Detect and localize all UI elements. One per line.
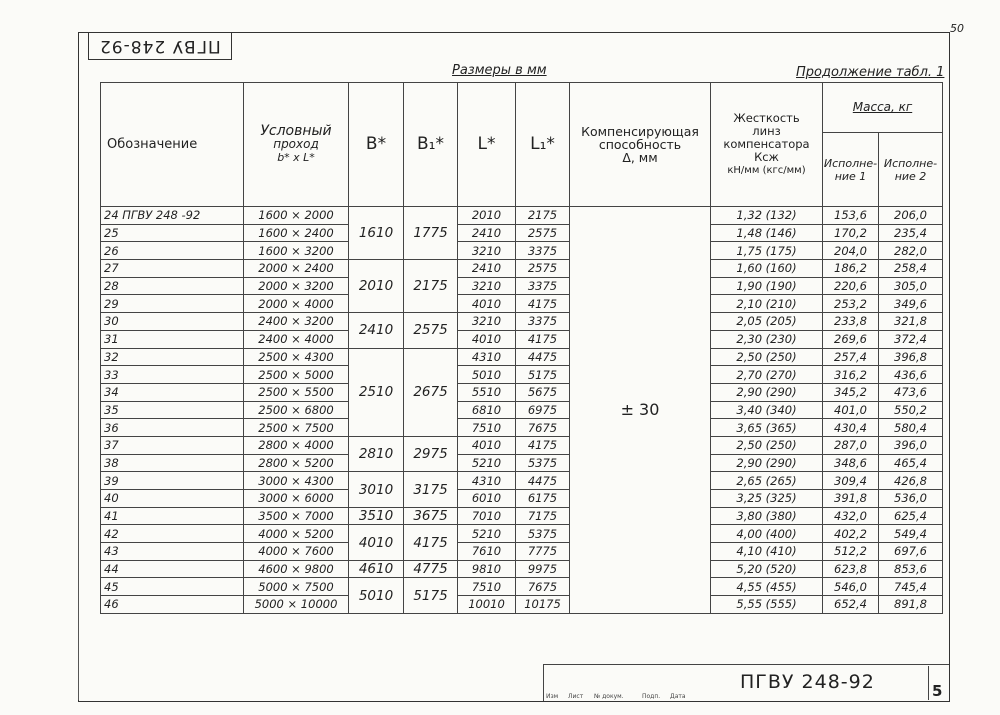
l1-cell: 7675	[516, 578, 570, 596]
l-cell: 6010	[458, 490, 516, 508]
sheet-number: 5	[932, 682, 943, 700]
passage-cell: 2500 × 5000	[244, 366, 349, 384]
b-cell: 2510	[349, 348, 404, 436]
title-col-izm: Изм	[546, 693, 559, 700]
table-row	[101, 277, 943, 295]
stiffness-cell: 4,55 (455)	[711, 578, 823, 596]
table-row	[101, 472, 943, 490]
b1-cell: 3175	[404, 472, 458, 507]
mass-v2-cell: 305,0	[879, 277, 943, 295]
mass-v1-cell: 153,6	[823, 207, 879, 225]
l1-cell: 4475	[516, 348, 570, 366]
title-block-columns	[544, 665, 699, 701]
b-cell: 1610	[349, 207, 404, 260]
col-stiffness: Жесткость линз компенсатора Ксж кН/мм (кгс/мм)	[711, 83, 823, 207]
designation-cell: 32	[101, 348, 244, 366]
mass-v2-cell: 580,4	[879, 419, 943, 437]
mass-v1-cell: 220,6	[823, 277, 879, 295]
passage-cell: 2400 × 4000	[244, 330, 349, 348]
mass-v1-cell: 170,2	[823, 224, 879, 242]
mass-v2-cell: 206,0	[879, 207, 943, 225]
mass-v2-cell: 697,6	[879, 543, 943, 561]
mass-v1-cell: 401,0	[823, 401, 879, 419]
designation-cell: 36	[101, 419, 244, 437]
col-designation: Обозначение	[101, 83, 244, 207]
l1-cell: 7775	[516, 543, 570, 561]
mass-v2-cell: 426,8	[879, 472, 943, 490]
b1-cell: 5175	[404, 578, 458, 613]
mass-v1-cell: 204,0	[823, 242, 879, 260]
passage-cell: 2500 × 6800	[244, 401, 349, 419]
l-cell: 4010	[458, 330, 516, 348]
passage-cell: 3500 × 7000	[244, 507, 349, 525]
mass-v2-cell: 321,8	[879, 313, 943, 331]
l1-cell: 4475	[516, 472, 570, 490]
passage-cell: 2800 × 5200	[244, 454, 349, 472]
table-row	[101, 507, 943, 525]
l-cell: 10010	[458, 596, 516, 614]
mass-v2-cell: 891,8	[879, 596, 943, 614]
table-row	[101, 260, 943, 278]
l-cell: 4310	[458, 348, 516, 366]
data-table	[100, 82, 943, 614]
passage-cell: 2400 × 3200	[244, 313, 349, 331]
l-cell: 4310	[458, 472, 516, 490]
mass-v2-cell: 473,6	[879, 383, 943, 401]
l-cell: 9810	[458, 560, 516, 578]
mass-v1-cell: 186,2	[823, 260, 879, 278]
l-cell: 5210	[458, 525, 516, 543]
mass-v2-cell: 235,4	[879, 224, 943, 242]
l1-cell: 4175	[516, 330, 570, 348]
passage-cell: 1600 × 2000	[244, 207, 349, 225]
stiffness-cell: 3,65 (365)	[711, 419, 823, 437]
l-cell: 7610	[458, 543, 516, 561]
l1-cell: 2175	[516, 207, 570, 225]
passage-cell: 4000 × 7600	[244, 543, 349, 561]
table-row	[101, 330, 943, 348]
col-compensation: Компенсирующая способность Δ, мм	[570, 83, 711, 207]
designation-cell: 28	[101, 277, 244, 295]
mass-v1-cell: 546,0	[823, 578, 879, 596]
mass-v2-cell: 436,6	[879, 366, 943, 384]
l-cell: 3210	[458, 313, 516, 331]
stiffness-cell: 1,60 (160)	[711, 260, 823, 278]
stiffness-cell: 1,32 (132)	[711, 207, 823, 225]
l1-cell: 7675	[516, 419, 570, 437]
col-b: B*	[349, 83, 404, 207]
l1-cell: 2575	[516, 224, 570, 242]
l1-cell: 2575	[516, 260, 570, 278]
title-block	[543, 664, 949, 701]
mass-v2-cell: 549,4	[879, 525, 943, 543]
l1-cell: 5375	[516, 525, 570, 543]
mass-v1-cell: 432,0	[823, 507, 879, 525]
stiffness-cell: 5,55 (555)	[711, 596, 823, 614]
l1-cell: 9975	[516, 560, 570, 578]
b1-cell: 1775	[404, 207, 458, 260]
designation-cell: 29	[101, 295, 244, 313]
l1-cell: 3375	[516, 313, 570, 331]
stiffness-cell: 2,90 (290)	[711, 383, 823, 401]
mass-v1-cell: 430,4	[823, 419, 879, 437]
table-row	[101, 525, 943, 543]
table-row	[101, 560, 943, 578]
mass-v1-cell: 348,6	[823, 454, 879, 472]
mass-v2-cell: 550,2	[879, 401, 943, 419]
l-cell: 2010	[458, 207, 516, 225]
passage-cell: 3000 × 6000	[244, 490, 349, 508]
table-row	[101, 224, 943, 242]
stiffness-cell: 1,48 (146)	[711, 224, 823, 242]
l-cell: 4010	[458, 295, 516, 313]
passage-cell: 5000 × 10000	[244, 596, 349, 614]
col-mass-v1: Исполне- ние 1	[823, 133, 879, 207]
b1-cell: 2175	[404, 260, 458, 313]
l-cell: 5510	[458, 383, 516, 401]
l-cell: 3210	[458, 242, 516, 260]
title-col-sign: Подп.	[642, 693, 661, 700]
l1-cell: 3375	[516, 277, 570, 295]
b1-cell: 2575	[404, 313, 458, 348]
b-cell: 4010	[349, 525, 404, 560]
b-cell: 2010	[349, 260, 404, 313]
l-cell: 6810	[458, 401, 516, 419]
table-row	[101, 543, 943, 561]
b1-cell: 4175	[404, 525, 458, 560]
page-number: 50	[950, 22, 964, 35]
l-cell: 4010	[458, 436, 516, 454]
col-mass-v2: Исполне- ние 2	[879, 133, 943, 207]
passage-cell: 4000 × 5200	[244, 525, 349, 543]
l1-cell: 3375	[516, 242, 570, 260]
stiffness-cell: 3,25 (325)	[711, 490, 823, 508]
b1-cell: 4775	[404, 560, 458, 578]
table-row	[101, 348, 943, 366]
stiffness-cell: 2,90 (290)	[711, 454, 823, 472]
top-code-text: ПГВУ 248-92	[99, 36, 221, 56]
mass-v1-cell: 253,2	[823, 295, 879, 313]
b-cell: 2410	[349, 313, 404, 348]
l-cell: 2410	[458, 224, 516, 242]
designation-cell: 30	[101, 313, 244, 331]
col-l1: L₁*	[516, 83, 570, 207]
col-mass: Масса, кг	[823, 83, 943, 133]
l1-cell: 5375	[516, 454, 570, 472]
side-strip	[52, 360, 79, 700]
top-code-stamp	[88, 32, 232, 60]
stiffness-cell: 3,40 (340)	[711, 401, 823, 419]
stiffness-cell: 2,65 (265)	[711, 472, 823, 490]
designation-cell: 24 ПГВУ 248 -92	[101, 207, 244, 225]
b-cell: 4610	[349, 560, 404, 578]
mass-v1-cell: 257,4	[823, 348, 879, 366]
mass-v1-cell: 287,0	[823, 436, 879, 454]
designation-cell: 45	[101, 578, 244, 596]
mass-v2-cell: 396,0	[879, 436, 943, 454]
stiffness-cell: 2,70 (270)	[711, 366, 823, 384]
l1-cell: 7175	[516, 507, 570, 525]
l-cell: 5010	[458, 366, 516, 384]
table-row	[101, 490, 943, 508]
designation-cell: 26	[101, 242, 244, 260]
stiffness-cell: 4,00 (400)	[711, 525, 823, 543]
designation-cell: 43	[101, 543, 244, 561]
mass-v1-cell: 309,4	[823, 472, 879, 490]
stiffness-cell: 1,90 (190)	[711, 277, 823, 295]
mass-v2-cell: 465,4	[879, 454, 943, 472]
designation-cell: 34	[101, 383, 244, 401]
mass-v1-cell: 652,4	[823, 596, 879, 614]
table-row	[101, 596, 943, 614]
passage-cell: 2800 × 4000	[244, 436, 349, 454]
table-row	[101, 383, 943, 401]
l-cell: 7010	[458, 507, 516, 525]
designation-cell: 27	[101, 260, 244, 278]
table-row	[101, 242, 943, 260]
table-row	[101, 419, 943, 437]
table-row	[101, 207, 943, 225]
stiffness-cell: 2,05 (205)	[711, 313, 823, 331]
l-cell: 3210	[458, 277, 516, 295]
l1-cell: 6975	[516, 401, 570, 419]
stiffness-cell: 3,80 (380)	[711, 507, 823, 525]
designation-cell: 38	[101, 454, 244, 472]
passage-cell: 1600 × 2400	[244, 224, 349, 242]
mass-v2-cell: 349,6	[879, 295, 943, 313]
table-row	[101, 578, 943, 596]
passage-cell: 2500 × 5500	[244, 383, 349, 401]
col-passage: Условный проход b* x L*	[244, 83, 349, 207]
designation-cell: 33	[101, 366, 244, 384]
mass-v2-cell: 853,6	[879, 560, 943, 578]
mass-v2-cell: 282,0	[879, 242, 943, 260]
b-cell: 3010	[349, 472, 404, 507]
stiffness-cell: 2,50 (250)	[711, 436, 823, 454]
col-l: L*	[458, 83, 516, 207]
designation-cell: 35	[101, 401, 244, 419]
mass-v1-cell: 512,2	[823, 543, 879, 561]
title-col-doc: № докум.	[594, 693, 624, 700]
mass-v1-cell: 233,8	[823, 313, 879, 331]
l1-cell: 5675	[516, 383, 570, 401]
col-b1: B₁*	[404, 83, 458, 207]
table-row	[101, 436, 943, 454]
title-col-list: Лист	[568, 693, 584, 700]
passage-cell: 3000 × 4300	[244, 472, 349, 490]
passage-cell: 2500 × 7500	[244, 419, 349, 437]
passage-cell: 4600 × 9800	[244, 560, 349, 578]
designation-cell: 25	[101, 224, 244, 242]
mass-v2-cell: 745,4	[879, 578, 943, 596]
stiffness-cell: 2,50 (250)	[711, 348, 823, 366]
l1-cell: 5175	[516, 366, 570, 384]
designation-cell: 46	[101, 596, 244, 614]
b-cell: 2810	[349, 436, 404, 471]
b1-cell: 2975	[404, 436, 458, 471]
passage-cell: 1600 × 3200	[244, 242, 349, 260]
l1-cell: 4175	[516, 295, 570, 313]
stiffness-cell: 2,10 (210)	[711, 295, 823, 313]
table-row	[101, 366, 943, 384]
l-cell: 2410	[458, 260, 516, 278]
passage-cell: 2000 × 3200	[244, 277, 349, 295]
passage-cell: 2500 × 4300	[244, 348, 349, 366]
l1-cell: 10175	[516, 596, 570, 614]
designation-cell: 41	[101, 507, 244, 525]
mass-v2-cell: 625,4	[879, 507, 943, 525]
b-cell: 5010	[349, 578, 404, 613]
l1-cell: 4175	[516, 436, 570, 454]
table-row	[101, 313, 943, 331]
compensation-cell: ± 30	[570, 207, 711, 614]
passage-cell: 2000 × 2400	[244, 260, 349, 278]
mass-v1-cell: 402,2	[823, 525, 879, 543]
mass-v2-cell: 258,4	[879, 260, 943, 278]
mass-v1-cell: 391,8	[823, 490, 879, 508]
l-cell: 5210	[458, 454, 516, 472]
mass-v2-cell: 372,4	[879, 330, 943, 348]
stiffness-cell: 2,30 (230)	[711, 330, 823, 348]
b1-cell: 2675	[404, 348, 458, 436]
l-cell: 7510	[458, 419, 516, 437]
designation-cell: 31	[101, 330, 244, 348]
designation-cell: 39	[101, 472, 244, 490]
stiffness-cell: 1,75 (175)	[711, 242, 823, 260]
b1-cell: 3675	[404, 507, 458, 525]
table-row	[101, 401, 943, 419]
title-col-date: Дата	[670, 693, 686, 700]
stiffness-cell: 4,10 (410)	[711, 543, 823, 561]
continuation-note: Продолжение табл. 1	[796, 65, 945, 80]
mass-v1-cell: 345,2	[823, 383, 879, 401]
table-row	[101, 295, 943, 313]
size-note: Размеры в мм	[452, 63, 547, 78]
mass-v1-cell: 269,6	[823, 330, 879, 348]
document-code: ПГВУ 248-92	[740, 671, 875, 693]
b-cell: 3510	[349, 507, 404, 525]
mass-v1-cell: 316,2	[823, 366, 879, 384]
designation-cell: 40	[101, 490, 244, 508]
designation-cell: 42	[101, 525, 244, 543]
designation-cell: 37	[101, 436, 244, 454]
passage-cell: 2000 × 4000	[244, 295, 349, 313]
mass-v2-cell: 536,0	[879, 490, 943, 508]
mass-v1-cell: 623,8	[823, 560, 879, 578]
l-cell: 7510	[458, 578, 516, 596]
stiffness-cell: 5,20 (520)	[711, 560, 823, 578]
table-row	[101, 454, 943, 472]
l1-cell: 6175	[516, 490, 570, 508]
designation-cell: 44	[101, 560, 244, 578]
passage-cell: 5000 × 7500	[244, 578, 349, 596]
mass-v2-cell: 396,8	[879, 348, 943, 366]
